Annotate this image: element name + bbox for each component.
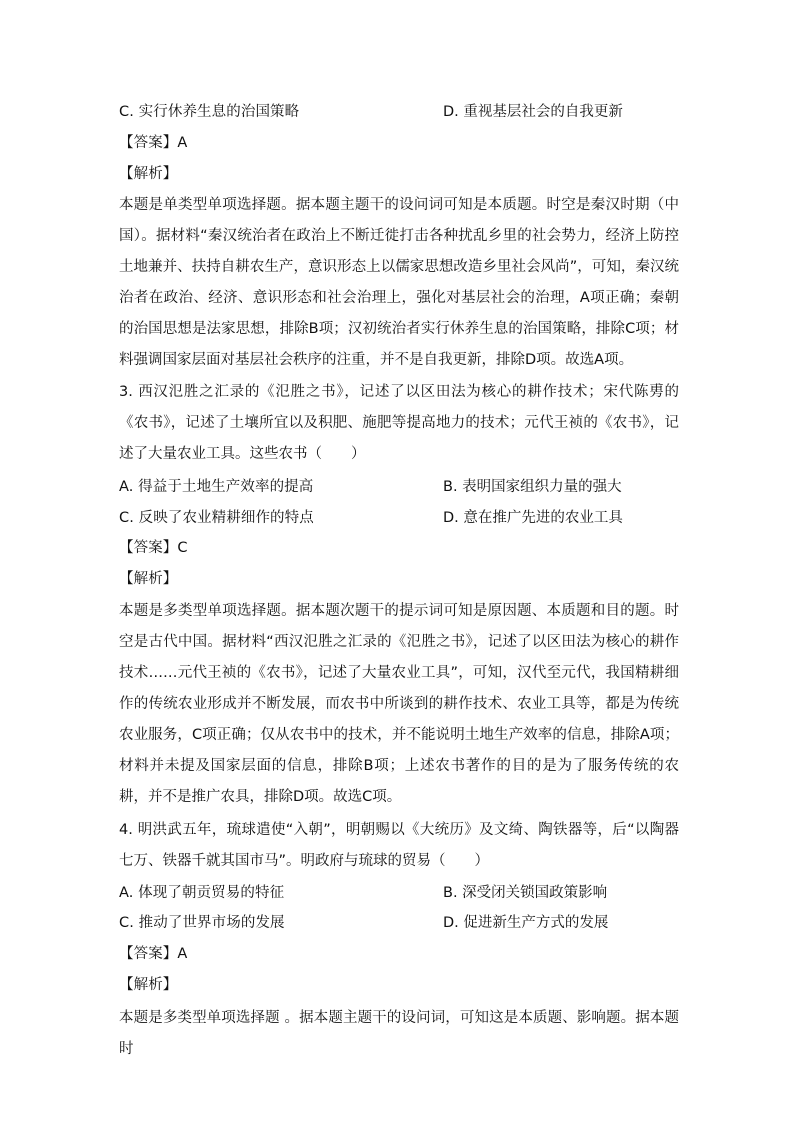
q4-option-c: C. 推动了世界市场的发展 <box>119 915 285 931</box>
q3-analysis-text: 本题是多类型单项选择题。据本题次题干的提示词可知是原因题、本质题和目的题。时空是古代中国。据材料“西汉氾胜之汇录的《氾胜之书》，记述了以区田法为核心的耕作技术……元代王祯的《农书》，记述了大量农业工具”，可知，汉代至元代，我国精耕细作的传统农业形成并不断发展，而农书中所谈到的耕作技术、农业工具等，都是为传统农业服务，C项正确；仅从农书中的技术，并不能说明土地生产效率的信息，排除A项；材料并未提及国家层面的信息，排除B项；上述农书著作的目的是为了服务传统的农耕，并不是推广农具，排除D项。故选C项。 <box>119 603 679 805</box>
q4-option-a: A. 体现了朝贡贸易的特征 <box>119 885 285 901</box>
q3-option-d: D. 意在推广先进的农业工具 <box>443 510 623 526</box>
q2-analysis-label: 【解析】 <box>119 166 178 182</box>
q2-analysis-text: 本题是单类型单项选择题。据本题主题干的设问词可知是本质题。时空是秦汉时期（中国）。据材料“秦汉统治者在政治上不断迁徙打击各种扰乱乡里的社会势力，经济上防控土地兼并、扶持自耕农生产，意识形态上以儒家思想改造乡里社会风尚”，可知，秦汉统治者在政治、经济、意识形态和社会治理上，强化对基层社会的治理，A项正确；秦朝的治国思想是法家思想，排除B项；汉初统治者实行休养生息的治国策略，排除C项；材料强调国家层面对基层社会秩序的注重，并不是自我更新，排除D项。故选A项。 <box>119 197 679 368</box>
q2-option-c: C. 实行休养生息的治国策略 <box>119 104 300 120</box>
q3-option-c: C. 反映了农业精耕细作的特点 <box>119 510 314 526</box>
q2-answer: 【答案】A <box>119 135 188 151</box>
q4-option-b: B. 深受闭关锁国政策影响 <box>443 885 608 901</box>
q3-option-a: A. 得益于土地生产效率的提高 <box>119 479 314 495</box>
q2-option-d: D. 重视基层社会的自我更新 <box>443 104 623 120</box>
q4-option-d: D. 促进新生产方式的发展 <box>443 915 609 931</box>
q3-option-b: B. 表明国家组织力量的强大 <box>443 479 622 495</box>
q4-analysis-label: 【解析】 <box>119 977 178 993</box>
q4-stem: 4. 明洪武五年，琉球遣使“入朝”，明朝赐以《大统历》及文绮、陶铁器等，后“以陶器七万、铁器千就其国市马”。明政府与琉球的贸易（ ） <box>119 822 679 869</box>
q3-answer: 【答案】C <box>119 540 188 556</box>
q3-analysis-label: 【解析】 <box>119 571 178 587</box>
q4-answer: 【答案】A <box>119 946 188 962</box>
q3-stem: 3. 西汉氾胜之汇录的《氾胜之书》，记述了以区田法为核心的耕作技术；宋代陈旉的《农书》，记述了土壤所宜以及积肥、施肥等提高地力的技术；元代王祯的《农书》，记述了大量农业工具。这些农书（ ） <box>119 384 679 462</box>
q4-analysis-text: 本题是多类型单项选择题 。据本题主题干的设问词，可知这是本质题、影响题。据本题时 <box>119 1010 679 1057</box>
